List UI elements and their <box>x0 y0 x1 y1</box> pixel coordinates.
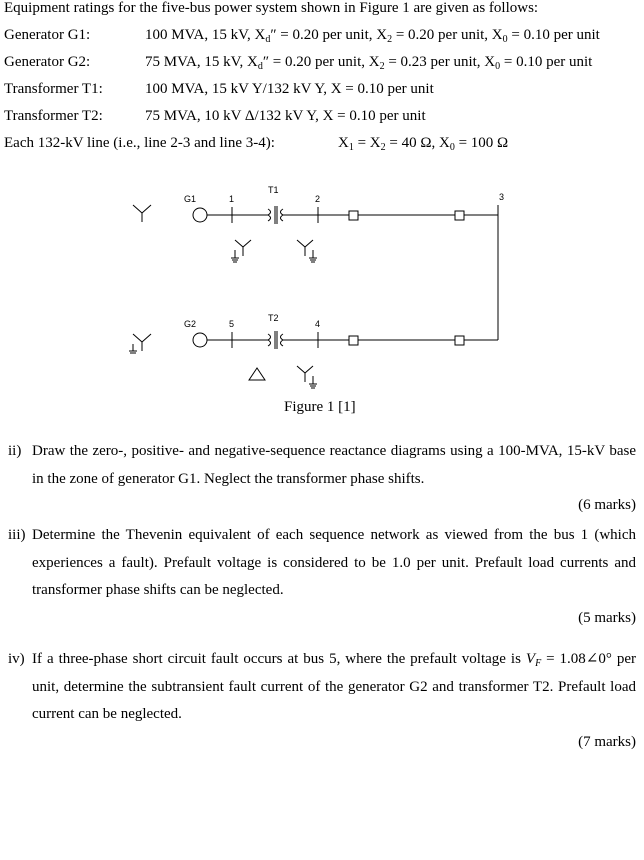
rating-value-g2: 75 MVA, 15 kV, $X_d'' = 0.20$ per unit, $X_2 = 0.23$ per unit, $X_0 = 0.10$ per unit <box>145 54 593 72</box>
g2-label: G2 <box>184 319 197 329</box>
rating-value-t1: 100 MVA, 15 kV Y/132 kV Y, X = 0.10 per unit <box>145 81 434 97</box>
transformer-t2-icon <box>268 331 283 349</box>
t2-delta-icon <box>249 368 265 380</box>
intro-text: Equipment ratings for the five-bus power system shown in Figure 1 are given as follows: <box>4 0 539 16</box>
g1-grounded-wye-icon <box>133 205 151 222</box>
marks-iv: (7 marks) <box>578 734 636 750</box>
question-iv: iv) If a three-phase short circuit fault occurs at bus 5, where the prefault voltage is $V_F$ = 1.08∠0° per unit, determine the subtransient fault current of the generator G2 and transformer T2. Prefault load current can be neglected. <box>8 651 636 722</box>
question-ii: ii) Draw the zero-, positive- and negative-sequence reactance diagrams using a 100-MVA, 15-kV base in the zone of generator G1. Neglect the transformer phase shifts. <box>8 443 636 487</box>
marks-iii: (5 marks) <box>578 610 636 626</box>
g2-grounded-wye-icon <box>129 334 151 353</box>
bus-4-label: 4 <box>315 319 321 329</box>
rating-label-t1: Transformer T1: <box>4 81 103 97</box>
breaker-3-icon <box>349 336 358 345</box>
line-label: Each 132-kV line (i.e., line 2-3 and line 3-4): <box>4 135 275 151</box>
line-value: $X_1 = X_2 = 40$ Ω, $X_0 = 100$ Ω <box>338 135 509 153</box>
rating-label-g2: Generator G2: <box>4 54 91 70</box>
rating-label-g1: Generator G1: <box>4 27 91 43</box>
generator-g2-icon <box>193 333 207 347</box>
g1-label: G1 <box>184 194 197 204</box>
marks-ii: (6 marks) <box>578 497 636 513</box>
bus-1-label: 1 <box>229 194 235 204</box>
t2-label: T2 <box>268 313 279 323</box>
rating-value-t2: 75 MVA, 10 kV Δ/132 kV Y, X = 0.10 per unit <box>145 108 426 124</box>
rating-label-t2: Transformer T2: <box>4 108 103 124</box>
bus-5-label: 5 <box>229 319 235 329</box>
t2-secondary-wye-icon <box>297 366 317 388</box>
transformer-t1-icon <box>268 206 283 224</box>
t1-primary-wye-icon <box>231 240 251 262</box>
question-iii: iii) Determine the Thevenin equivalent of each sequence network as viewed from the bus 1 (which experiences a fault). Prefault voltage is considered to be 1.0 per unit. Prefault load currents and transformer phase shifts can be neglected. <box>8 527 636 598</box>
t1-label: T1 <box>268 185 279 195</box>
figure-caption: Figure 1 [1] <box>284 399 356 415</box>
rating-value-g1: 100 MVA, 15 kV, $X_d'' = 0.20$ per unit, $X_2 = 0.20$ per unit, $X_0 = 0.10$ per unit <box>145 27 600 45</box>
bus-3-label: 3 <box>499 192 505 202</box>
t1-secondary-wye-icon <box>297 240 317 262</box>
breaker-2-icon <box>455 211 464 220</box>
bus-2-label: 2 <box>315 194 321 204</box>
generator-g1-icon <box>193 208 207 222</box>
breaker-4-icon <box>455 336 464 345</box>
breaker-1-icon <box>349 211 358 220</box>
